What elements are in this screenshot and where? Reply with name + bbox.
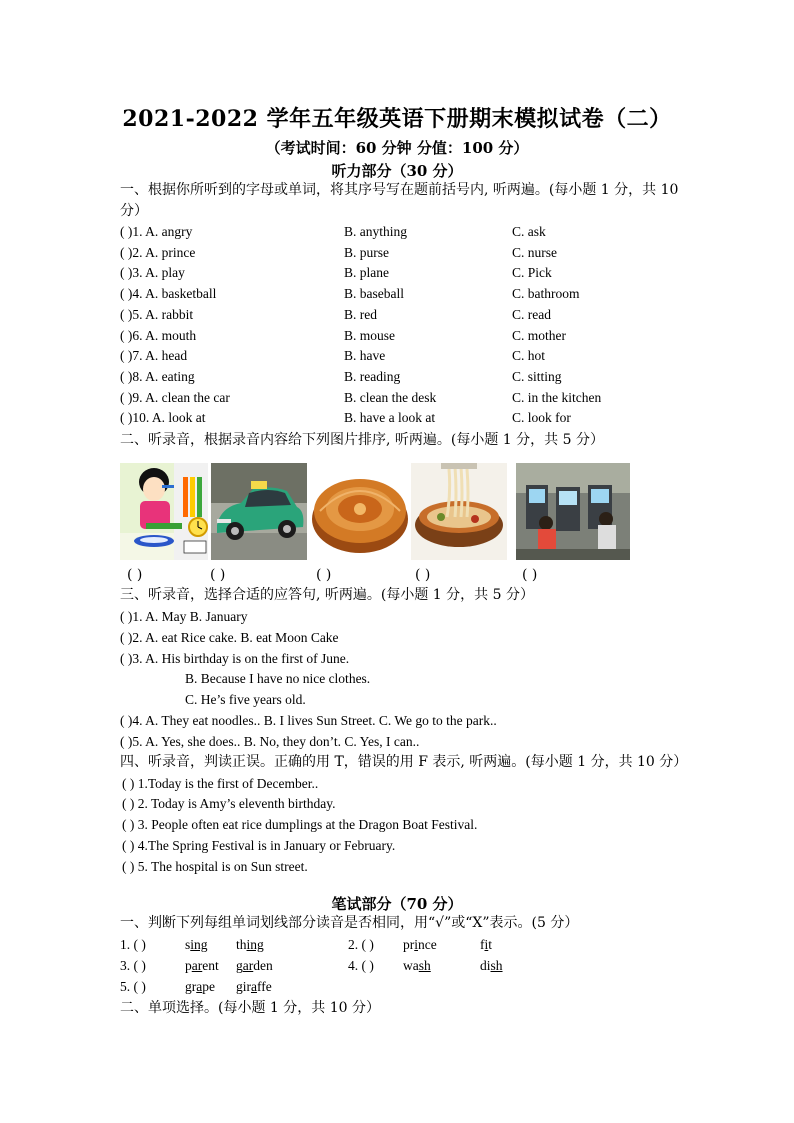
s3-line5: ( )5. A. Yes, she does.. B. No, they don’t. C. Yes, I can.. (120, 734, 420, 749)
word-part: den (253, 958, 273, 973)
section2-instruction: 二、听录音，根据录音内容给下列图片排序, 听两遍。(每小题 1 分，共 5 分） (120, 432, 604, 448)
option-b: B. have (344, 348, 386, 364)
listening-section-title: 听力部分（30 分） (331, 162, 463, 180)
picture2-answer-blank[interactable]: ( ) (210, 567, 226, 583)
noodles-picture (411, 463, 507, 560)
option-a: ( )1. A. angry (120, 224, 193, 239)
option-a: ( )6. A. mouth (120, 327, 197, 343)
s3-line3-b: B. Because I have no nice clothes. (185, 671, 371, 686)
word-part: s (185, 937, 191, 952)
option-c: C. ask (512, 224, 546, 239)
underlined-letters: i (484, 937, 489, 952)
phonics-word (236, 958, 273, 974)
phonics-word (480, 937, 492, 953)
question-row (120, 390, 700, 410)
word-part: di (480, 958, 491, 973)
section1-instruction: 一、根据你所听到的字母或单词，将其序号写在题前括号内, 听两遍。(每小题 1 分，共 10 分） (120, 182, 679, 219)
picture4-answer-blank[interactable]: ( ) (415, 567, 431, 583)
written2-instruction: 二、单项选择。(每小题 1 分，共 10 分） (120, 1000, 380, 1016)
question-row (120, 265, 700, 285)
phonics-word (185, 958, 219, 974)
word-part: th (236, 937, 247, 952)
question-row (120, 328, 700, 348)
s3-line3-c: C. He’s five years old. (185, 692, 306, 707)
s3-line2: ( )2. A. eat Rice cake. B. eat Moon Cake (120, 630, 339, 645)
s3-line4: ( )4. A. They eat noodles.. B. I lives Sun Street. C. We go to the park.. (120, 713, 497, 728)
picture5-answer-blank[interactable]: ( ) (522, 567, 538, 583)
underlined-letters: ar (242, 958, 254, 973)
option-b: B. anything (344, 224, 407, 239)
option-a: ( )2. A. prince (120, 244, 196, 260)
section3-instruction: 三、听录音，选择合适的应答句, 听两遍。(每小题 1 分，共 5 分） (120, 587, 534, 603)
written1-instruction: 一、判断下列每组单词划线部分读音是否相同，用“√”或“X”表示。(5 分） (120, 915, 579, 931)
underlined-letters: sh (418, 958, 431, 973)
word-part: p (185, 958, 192, 973)
phonics-word (185, 937, 208, 953)
option-c: C. look for (512, 410, 571, 426)
question-row (120, 224, 700, 244)
phonics-number: 4. ( ) (348, 958, 374, 973)
phonics-word (185, 979, 215, 995)
option-b: B. reading (344, 368, 401, 384)
option-a: ( )3. A. play (120, 265, 185, 281)
option-b: B. purse (344, 244, 389, 260)
word-part: ent (202, 958, 219, 973)
word-part: f (480, 937, 485, 952)
option-b: B. baseball (344, 286, 404, 302)
s3-line1: ( )1. A. May B. January (120, 609, 248, 624)
phonics-word (403, 958, 431, 974)
underlined-letters: a (251, 979, 257, 994)
option-c: C. bathroom (512, 286, 580, 302)
phonics-word (403, 937, 437, 953)
option-c: C. in the kitchen (512, 389, 602, 405)
word-part: t (488, 937, 493, 952)
option-a: ( )7. A. head (120, 348, 188, 364)
brushing-teeth-picture (120, 463, 208, 560)
word-part: ffe (257, 979, 272, 994)
phonics-word (236, 979, 272, 995)
mooncake-picture (310, 463, 410, 560)
word-part: wa (403, 958, 419, 973)
section4-instruction: 四、听录音，判读正误。正确的用 T，错误的用 F 表示, 听两遍。(每小题 1 分，共 10 分） (120, 754, 688, 770)
option-b: B. mouse (344, 327, 396, 343)
internet-cafe-picture (516, 463, 630, 560)
s3-line3: ( )3. A. His birthday is on the first of June. (120, 651, 350, 666)
picture-strip (120, 463, 630, 560)
s4-line5: ( ) 5. The hospital is on Sun street. (122, 859, 308, 874)
phonics-number: 3. ( ) (120, 958, 146, 973)
option-b: B. plane (344, 265, 389, 281)
question-row (120, 307, 700, 327)
option-b: B. have a look at (344, 410, 436, 426)
phonics-number: 2. ( ) (348, 937, 374, 952)
option-a: ( )9. A. clean the car (120, 389, 230, 405)
question-row (120, 245, 700, 265)
option-a: ( )10. A. look at (120, 410, 206, 426)
picture3-answer-blank[interactable]: ( ) (316, 567, 332, 583)
phonics-number: 1. ( ) (120, 937, 146, 952)
question-row (120, 410, 700, 430)
s4-line2: ( ) 2. Today is Amy’s eleventh birthday. (122, 796, 336, 811)
option-c: C. hot (512, 348, 546, 364)
underlined-letters: a (196, 979, 203, 994)
underlined-letters: ing (246, 937, 264, 952)
underlined-letters: i (414, 937, 419, 952)
phonics-number: 5. ( ) (120, 979, 146, 994)
picture1-answer-blank[interactable]: ( ) (127, 567, 143, 583)
s4-line4: ( ) 4.The Spring Festival is in January or February. (122, 838, 396, 853)
option-a: ( )8. A. eating (120, 368, 195, 384)
written-section-title: 笔试部分（70 分） (331, 895, 463, 913)
s4-line3: ( ) 3. People often eat rice dumplings at the Dragon Boat Festival. (122, 817, 478, 832)
underlined-letters: sh (490, 958, 503, 973)
option-c: C. read (512, 306, 551, 322)
underlined-letters: ar (191, 958, 203, 973)
phonics-word (480, 958, 503, 974)
question-row (120, 286, 700, 306)
word-part: pe (202, 979, 215, 994)
option-c: C. nurse (512, 244, 557, 260)
question-row (120, 369, 700, 389)
phonics-word (236, 937, 264, 953)
option-c: C. sitting (512, 368, 562, 384)
word-part: gir (236, 979, 251, 994)
option-a: ( )5. A. rabbit (120, 306, 194, 322)
underlined-letters: ing (190, 937, 208, 952)
question-row (120, 348, 700, 368)
s4-line1: ( ) 1.Today is the first of December.. (122, 776, 319, 791)
exam-info: （考试时间：60 分钟 分值：100 分） (265, 139, 529, 157)
option-a: ( )4. A. basketball (120, 286, 217, 302)
option-c: C. mother (512, 327, 566, 343)
word-part: nce (418, 937, 437, 952)
option-b: B. red (344, 306, 377, 322)
word-part: pr (403, 937, 415, 952)
option-b: B. clean the desk (344, 389, 437, 405)
option-c: C. Pick (512, 265, 552, 281)
page-title: 2021-2022 学年五年级英语下册期末模拟试卷（二） (122, 106, 672, 132)
word-part: g (236, 958, 243, 973)
word-part: gr (185, 979, 197, 994)
taxi-picture (211, 463, 307, 560)
